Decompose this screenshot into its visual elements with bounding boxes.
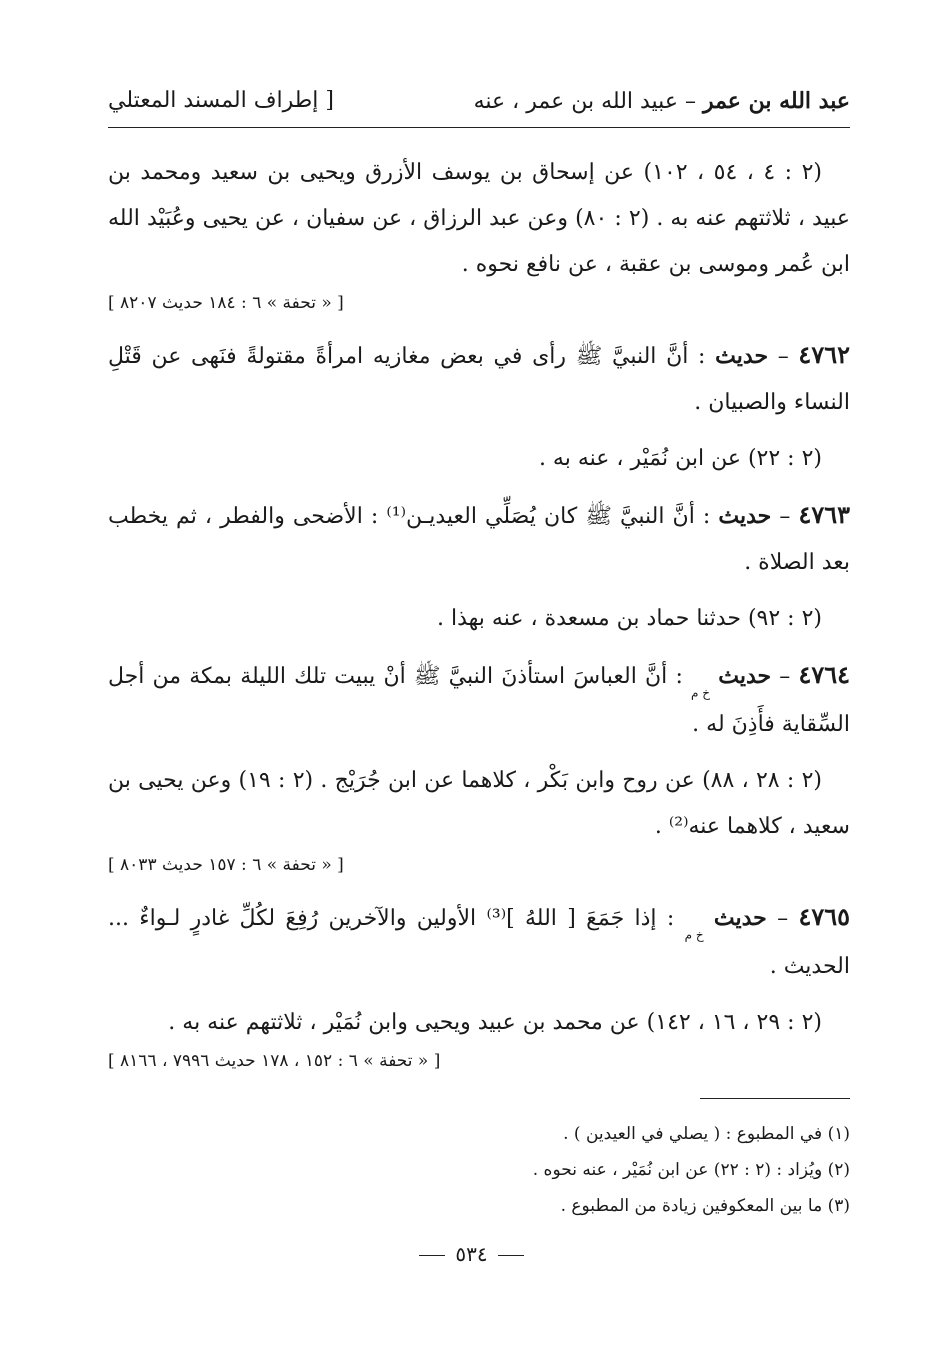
- page-number: [0, 1242, 943, 1266]
- header-chapter-main: عبد الله بن عمر: [702, 88, 850, 114]
- hadith-number: ٤٧٦٢: [798, 340, 850, 369]
- footnotes: [108, 1116, 850, 1224]
- hadith-text: : أنَّ النبيَّ ﷺ كان يُصَلِّي العيديـن⁽¹⁾ : الأضحى والفطر ، ثم يخطب بعد الصلاة .: [108, 504, 850, 575]
- hadith-keyword: حديث: [715, 343, 769, 369]
- tuhfa-reference: [ « تحفة » ٦ : ١٥٢ ، ١٧٨ حديث ٧٩٩٦ ، ٨١٦٦ ]: [108, 1051, 441, 1071]
- hadith-text: : إذا جَمَعَ [ اللهُ ]⁽³⁾ الأولين والآخرين رُفِعَ لكُلِّ غادرٍ لـواءٌ ... الحديث .: [108, 906, 850, 979]
- hadith-text: : أنَّ النبيَّ ﷺ رأى في بعض مغازيه امرأةً مقتولةً فنَهى عن قَتْلِ النساء والصبيان .: [108, 344, 850, 415]
- hadith-entry: ٤٧٦٢ – حديث : أنَّ النبيَّ ﷺ رأى في بعض مغازيه امرأةً مقتولةً فنَهى عن قَتْلِ النساء والصبيان .: [108, 340, 850, 415]
- footnote-item: (٢) ويُزاد : (٢ : ٢٢) عن ابن نُمَيْر ، عنه نحوه .: [532, 1160, 850, 1180]
- hadith-text: : أنَّ العباسَ استأذنَ النبيَّ ﷺ أنْ يبيت تلك الليلة بمكة من أجل السِّقاية فأَذِنَ له .: [108, 664, 850, 737]
- tuhfa-reference: [ « تحفة » ٦ : ١٥٧ حديث ٨٠٣٣ ]: [108, 855, 344, 875]
- hadith-entry: ٤٧٦٥ – حديث خ م : إذا جَمَعَ [ اللهُ ]⁽³⁾ الأولين والآخرين رُفِعَ لكُلِّ غادرٍ لـواءٌ ... الحديث .: [108, 902, 850, 979]
- source-paragraph: (٢ : ٩٢) حدثنا حماد بن مسعدة ، عنه بهذا .: [437, 606, 822, 631]
- hadith-number: ٤٧٦٣: [798, 500, 851, 529]
- source-paragraph: (٢ : ٢٢) عن ابن نُمَيْر ، عنه به .: [538, 446, 822, 471]
- hadith-sigla: خ م: [691, 686, 711, 700]
- main-text: [108, 150, 850, 1080]
- source-paragraph: (٢ : ٤ ، ٥٤ ، ١٠٢) عن إسحاق بن يوسف الأزرق ويحيى بن سعيد ومحمد بن عبيد ، ثلاثتهم عنه به . (٢ : ٨٠) وعن عبد الرزاق ، عن سفيان ، عن يحيى وعُبَيْد الله ابن عُمر وموسى بن عقبة ، عن نافع نحوه .: [108, 160, 850, 277]
- source-paragraph: (٢ : ٢٨ ، ٨٨) عن روح وابن بَكْر ، كلاهما عن ابن جُرَيْج . (٢ : ١٩) وعن يحيى بن سعيد ، كلاهما عنه⁽²⁾ .: [108, 768, 850, 839]
- hadith-sigla: خ م: [684, 928, 704, 942]
- page-number-value: ٥٣٤: [455, 1242, 488, 1266]
- hadith-keyword: حديث: [718, 503, 772, 529]
- header-book-title: [ إطراف المسند المعتلي: [108, 88, 334, 113]
- hadith-keyword: حديث: [713, 905, 767, 931]
- header-chapter-sub: – عبيد الله بن عمر ، عنه: [473, 89, 696, 114]
- footnote-divider: [700, 1098, 850, 1099]
- running-header: [108, 84, 850, 124]
- hadith-keyword: حديث: [718, 663, 772, 689]
- header-divider: [108, 127, 850, 128]
- hadith-number: ٤٧٦٤: [798, 660, 850, 689]
- source-paragraph: (٢ : ٢٩ ، ١٦ ، ١٤٢) عن محمد بن عبيد ويحيى وابن نُمَيْر ، ثلاثتهم عنه به .: [168, 1010, 822, 1035]
- footnote-item: (٣) ما بين المعكوفين زيادة من المطبوع .: [560, 1196, 850, 1216]
- hadith-entry: ٤٧٦٣ – حديث : أنَّ النبيَّ ﷺ كان يُصَلِّي العيديـن⁽¹⁾ : الأضحى والفطر ، ثم يخطب بعد الصلاة .: [108, 500, 851, 575]
- hadith-number: ٤٧٦٥: [798, 902, 850, 931]
- tuhfa-reference: [ « تحفة » ٦ : ١٨٤ حديث ٨٢٠٧ ]: [108, 293, 344, 313]
- header-chapter-title: [474, 88, 850, 114]
- hadith-entry: ٤٧٦٤ – حديث خ م : أنَّ العباسَ استأذنَ النبيَّ ﷺ أنْ يبيت تلك الليلة بمكة من أجل السِّقاية فأَذِنَ له .: [108, 660, 850, 737]
- footnote-item: (١) في المطبوع : ( يصلي في العيدين ) .: [563, 1124, 850, 1144]
